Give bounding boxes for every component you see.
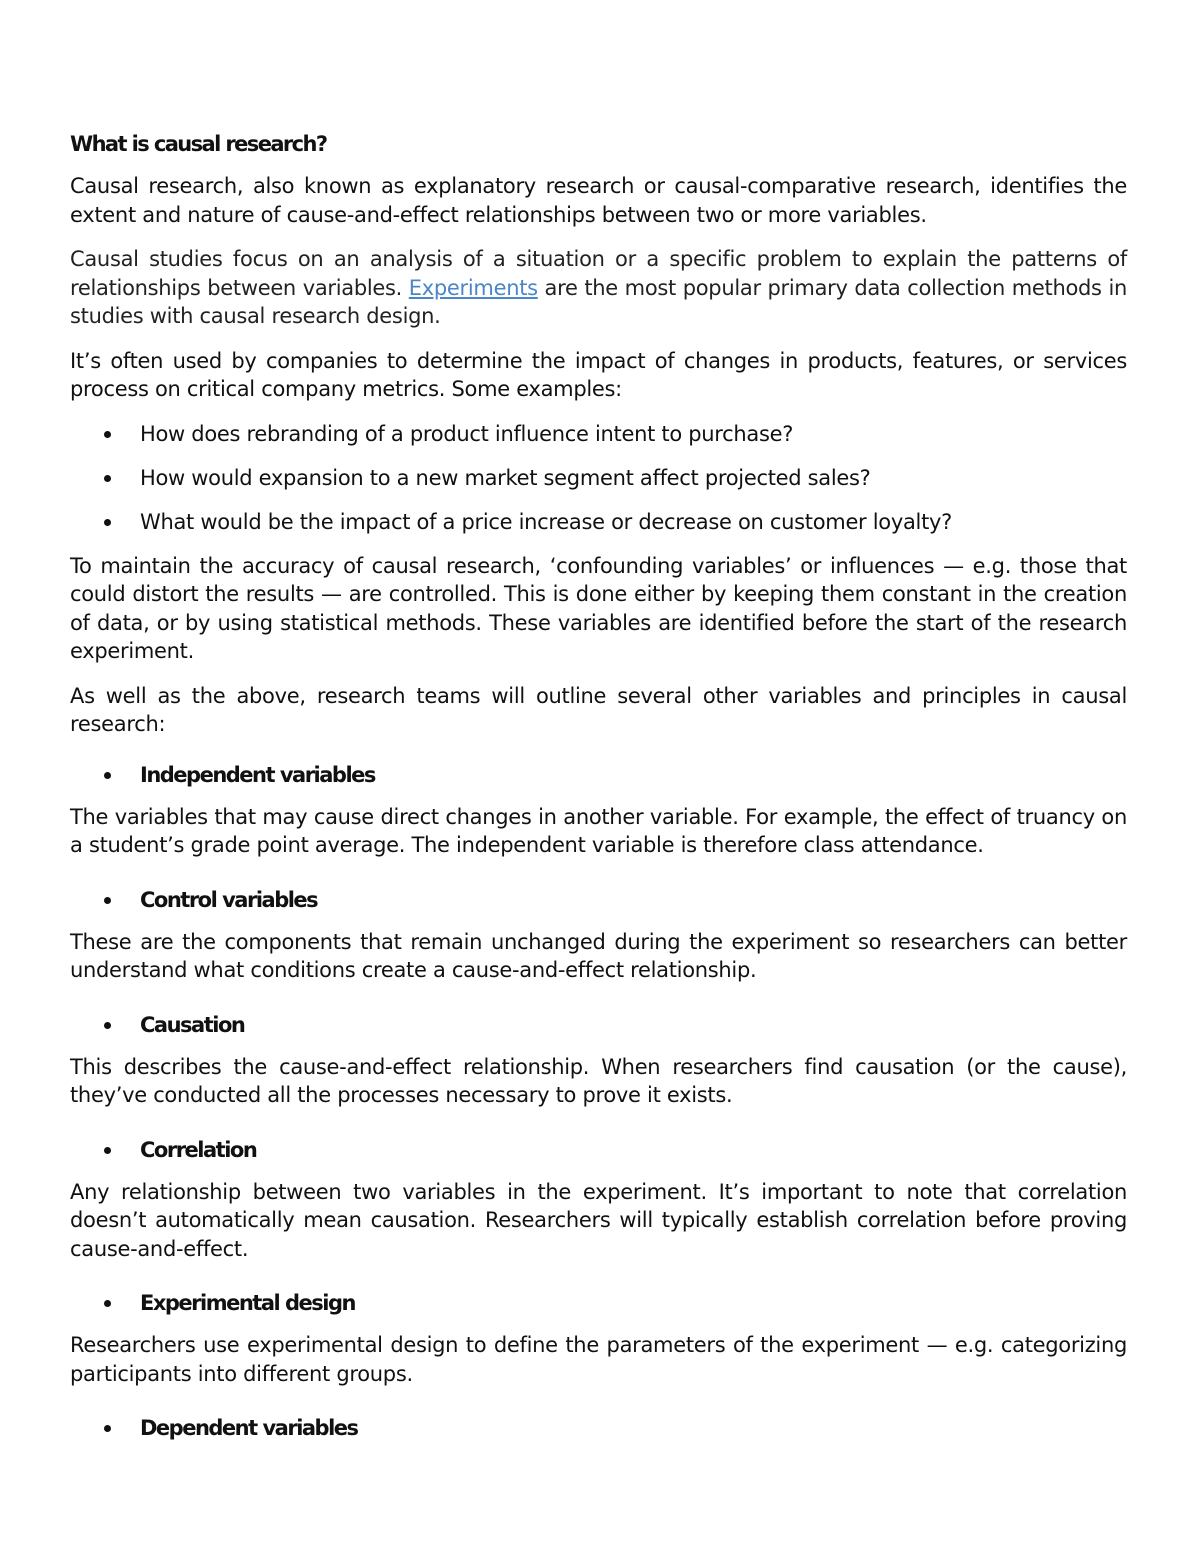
paragraph-confounding: To maintain the accuracy of causal research, ‘confounding variables’ or influences — e.g. those that could distort the results — are controlled. This is done either by keeping them constant in the creation of data, or by using statistical methods. These variables are identified before the start of the research experiment. (70, 553, 1127, 663)
bullet-icon (104, 772, 111, 779)
bullet-icon (104, 475, 111, 482)
term-description: These are the components that remain unchanged during the experiment so researchers can better understand what conditions create a cause-and-effect relationship. (70, 929, 1127, 982)
document-page (70, 130, 1127, 1456)
list-item (70, 420, 1127, 448)
list-item (70, 508, 1127, 536)
examples-list (70, 420, 1127, 536)
paragraph-usage: It’s often used by companies to determine the impact of changes in products, features, or services process on critical company metrics. Some examples: (70, 348, 1127, 401)
bullet-icon (104, 1425, 111, 1432)
term-heading (70, 761, 1127, 789)
term-description: Researchers use experimental design to define the parameters of the experiment — e.g. categorizing participants into different groups. (70, 1333, 1127, 1386)
term-heading (70, 1136, 1127, 1164)
bullet-icon (104, 519, 111, 526)
paragraph-definition: Causal research, also known as explanatory research or causal-comparative research, identifies the extent and nature of cause-and-effect relationships between two or more variables. (70, 174, 1127, 227)
page-title: What is causal research? (70, 132, 327, 156)
term-heading (70, 1289, 1127, 1317)
term-label: Dependent variables (140, 1416, 358, 1440)
bullet-icon (104, 431, 111, 438)
term-label: Causation (140, 1012, 245, 1037)
paragraph-principles: As well as the above, research teams will outline several other variables and principles in causal research: (70, 683, 1127, 736)
term-heading (70, 1414, 1127, 1442)
term-label: Independent variables (140, 762, 375, 787)
paragraph-causal-studies-text-1: Causal studies focus on an analysis of a situation or a specific problem to explain the patterns of relationships between variables. (70, 247, 1127, 300)
list-item (70, 464, 1127, 492)
term-description: The variables that may cause direct changes in another variable. For example, the effect of truancy on a student’s grade point average. The independent variable is therefore class attendance. (70, 804, 1127, 857)
term-description: Any relationship between two variables in the experiment. It’s important to note that correlation doesn’t automatically mean causation. Researchers will typically establish correlation before proving cause-and-effect. (70, 1179, 1127, 1261)
list-item-text: How would expansion to a new market segment affect projected sales? (140, 465, 871, 490)
bullet-icon (104, 897, 111, 904)
paragraph-causal-studies-text-2: are the most popular primary data collection methods in studies with causal research design. (70, 275, 1127, 328)
term-heading (70, 1011, 1127, 1039)
term-heading (70, 886, 1127, 914)
bullet-icon (104, 1022, 111, 1029)
term-label: Experimental design (140, 1291, 355, 1315)
list-item-text: How does rebranding of a product influence intent to purchase? (140, 421, 794, 446)
bullet-icon (104, 1147, 111, 1154)
term-label: Control variables (140, 887, 318, 912)
term-label: Correlation (140, 1137, 257, 1162)
experiments-link[interactable]: Experiments (408, 275, 538, 300)
term-description: This describes the cause-and-effect relationship. When researchers find causation (or the cause), they’ve conducted all the processes necessary to prove it exists. (70, 1054, 1127, 1107)
bullet-icon (104, 1300, 111, 1307)
paragraph-causal-studies (70, 245, 1127, 331)
list-item-text: What would be the impact of a price increase or decrease on customer loyalty? (140, 509, 952, 534)
